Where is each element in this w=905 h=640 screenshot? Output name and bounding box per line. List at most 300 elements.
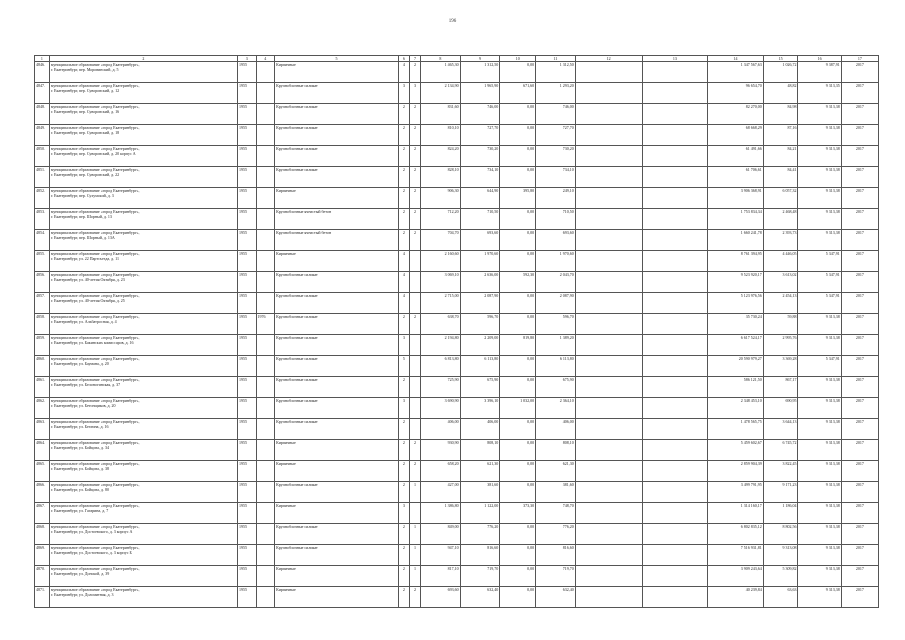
address-cell bbox=[49, 167, 237, 188]
cell-c3: 1955 bbox=[237, 440, 256, 461]
cell-c7: 2 bbox=[409, 230, 420, 251]
column-number-4: 4 bbox=[256, 56, 275, 62]
cell-c9: 632,40 bbox=[460, 587, 500, 608]
cell-c12 bbox=[575, 503, 642, 524]
cell-c9: 746,00 bbox=[460, 104, 500, 125]
cell-c5: Крупноблочные ячеистый бетон bbox=[275, 230, 399, 251]
row-number: 4848. bbox=[35, 104, 50, 125]
address-cell bbox=[49, 461, 237, 482]
cell-c11: 808,10 bbox=[536, 440, 576, 461]
cell-c16: 9 387,91 bbox=[798, 62, 841, 83]
cell-c16: 9 313,38 bbox=[798, 566, 841, 587]
address-line-1: муниципальное образование «город Екатеринбург», bbox=[50, 125, 140, 130]
cell-c3: 1955 bbox=[237, 419, 256, 440]
cell-c11: 710,50 bbox=[536, 209, 576, 230]
cell-c17: 2017 bbox=[841, 377, 878, 398]
cell-c5: Крупноблочные силикат bbox=[275, 104, 399, 125]
cell-c11: 748,70 bbox=[536, 503, 576, 524]
cell-c13 bbox=[642, 482, 708, 503]
cell-c5: Кирпичные bbox=[275, 440, 399, 461]
cell-c7 bbox=[409, 293, 420, 314]
cell-c16: 9 313,38 bbox=[798, 314, 841, 335]
cell-c4 bbox=[256, 104, 275, 125]
cell-c17: 2017 bbox=[841, 83, 878, 104]
cell-c12 bbox=[575, 419, 642, 440]
cell-c4 bbox=[256, 377, 275, 398]
address-line-2: г. Екатеринбург, ул. Достоевского, д. 3 корпус Б bbox=[50, 550, 132, 555]
cell-c13 bbox=[642, 62, 708, 83]
table-row bbox=[35, 419, 879, 440]
cell-c16: 9 313,38 bbox=[798, 503, 841, 524]
column-number-12: 12 bbox=[575, 56, 642, 62]
cell-c16: 5 347,91 bbox=[798, 251, 841, 272]
address-cell bbox=[49, 566, 237, 587]
cell-c15: 48,82 bbox=[763, 83, 798, 104]
cell-c3: 1955 bbox=[237, 398, 256, 419]
cell-c5: Крупноблочные силикат bbox=[275, 83, 399, 104]
address-cell bbox=[49, 125, 237, 146]
cell-c13 bbox=[642, 83, 708, 104]
row-number: 4850. bbox=[35, 146, 50, 167]
cell-c13 bbox=[642, 272, 708, 293]
cell-c15: 8 802,56 bbox=[763, 524, 798, 545]
cell-c12 bbox=[575, 83, 642, 104]
address-cell bbox=[49, 272, 237, 293]
cell-c8: 638,70 bbox=[421, 314, 461, 335]
cell-c15: 1 186,04 bbox=[763, 503, 798, 524]
cell-c3: 1955 bbox=[237, 545, 256, 566]
cell-c13 bbox=[642, 377, 708, 398]
cell-c17: 2017 bbox=[841, 524, 878, 545]
cell-c14: 1 660 241,78 bbox=[708, 230, 764, 251]
row-number: 4864. bbox=[35, 440, 50, 461]
row-number: 4867. bbox=[35, 503, 50, 524]
row-number: 4849. bbox=[35, 125, 50, 146]
address-line-1: муниципальное образование «город Екатеринбург», bbox=[50, 188, 140, 193]
address-line-1: муниципальное образование «город Екатеринбург», bbox=[50, 251, 140, 256]
cell-c13 bbox=[642, 356, 708, 377]
address-line-2: г. Екатеринбург, ул. Белоногинская, д. 37 bbox=[50, 382, 121, 387]
cell-c8: 658,20 bbox=[421, 461, 461, 482]
cell-c13 bbox=[642, 335, 708, 356]
cell-c5: Крупноблочные силикат bbox=[275, 293, 399, 314]
cell-c9: 808,10 bbox=[460, 440, 500, 461]
cell-c15: 5 309,82 bbox=[763, 566, 798, 587]
cell-c3: 1955 bbox=[237, 314, 256, 335]
address-cell bbox=[49, 188, 237, 209]
cell-c10: 0,00 bbox=[500, 167, 536, 188]
cell-c7: 2 bbox=[409, 125, 420, 146]
cell-c8: 427,00 bbox=[421, 482, 461, 503]
cell-c14: 5 123 976,56 bbox=[708, 293, 764, 314]
cell-c3: 1955 bbox=[237, 377, 256, 398]
cell-c7: 2 bbox=[409, 461, 420, 482]
cell-c10: 0,00 bbox=[500, 587, 536, 608]
cell-c13 bbox=[642, 314, 708, 335]
cell-c16: 9 313,38 bbox=[798, 587, 841, 608]
cell-c9: 719,70 bbox=[460, 566, 500, 587]
cell-c16: 9 313,38 bbox=[798, 188, 841, 209]
address-line-2: г. Екатеринбург, пер. Шорный, д. 13А bbox=[50, 235, 115, 240]
address-line-2: г. Екатеринбург, ул. Бойцова, д. 34 bbox=[50, 445, 109, 450]
cell-c9: 734,10 bbox=[460, 167, 500, 188]
row-number: 4857. bbox=[35, 293, 50, 314]
cell-c7: 2 bbox=[409, 146, 420, 167]
address-line-2: г. Екатеринбург, ул. 22 Партсъезда, д. 11 bbox=[50, 256, 120, 261]
cell-c14: 7 516 931,81 bbox=[708, 545, 764, 566]
cell-c11: 776,20 bbox=[536, 524, 576, 545]
address-line-2: г. Екатеринбург, пер. Суворовский, д. 20 корпус А bbox=[50, 151, 136, 156]
cell-c10: 0,00 bbox=[500, 314, 536, 335]
cell-c15: 84,98 bbox=[763, 104, 798, 125]
cell-c6: 2 bbox=[398, 167, 409, 188]
cell-c4 bbox=[256, 524, 275, 545]
cell-c12 bbox=[575, 356, 642, 377]
cell-c15: 690,95 bbox=[763, 398, 798, 419]
address-line-2: г. Екатеринбург, пер. Суворовский, д. 22 bbox=[50, 172, 120, 177]
cell-c12 bbox=[575, 587, 642, 608]
column-number-7: 7 bbox=[409, 56, 420, 62]
cell-c10: 0,00 bbox=[500, 440, 536, 461]
cell-c4 bbox=[256, 482, 275, 503]
cell-c16: 9 313,38 bbox=[798, 125, 841, 146]
address-cell bbox=[49, 104, 237, 125]
cell-c14: 20 590 979,27 bbox=[708, 356, 764, 377]
cell-c13 bbox=[642, 419, 708, 440]
cell-c7: 2 bbox=[409, 440, 420, 461]
cell-c6: 2 bbox=[398, 524, 409, 545]
cell-c6: 2 bbox=[398, 482, 409, 503]
cell-c11: 1 293,20 bbox=[536, 83, 576, 104]
table-row bbox=[35, 83, 879, 104]
cell-c13 bbox=[642, 293, 708, 314]
cell-c4 bbox=[256, 125, 275, 146]
cell-c17: 2017 bbox=[841, 398, 878, 419]
cell-c16: 9 313,38 bbox=[798, 377, 841, 398]
cell-c6: 5 bbox=[398, 356, 409, 377]
cell-c7 bbox=[409, 398, 420, 419]
cell-c12 bbox=[575, 335, 642, 356]
cell-c7: 2 bbox=[409, 62, 420, 83]
column-number-16: 16 bbox=[798, 56, 841, 62]
table-row bbox=[35, 587, 879, 608]
cell-c11: 746,00 bbox=[536, 104, 576, 125]
address-line-1: муниципальное образование «город Екатеринбург», bbox=[50, 482, 140, 487]
cell-c15: 4 446,05 bbox=[763, 251, 798, 272]
cell-c15: 6 745,72 bbox=[763, 440, 798, 461]
cell-c14: 1 478 565,75 bbox=[708, 419, 764, 440]
cell-c15: 3 822,45 bbox=[763, 461, 798, 482]
cell-c12 bbox=[575, 104, 642, 125]
cell-c11: 632,40 bbox=[536, 587, 576, 608]
cell-c8: 1 465,30 bbox=[421, 62, 461, 83]
address-line-1: муниципальное образование «город Екатеринбург», bbox=[50, 83, 140, 88]
cell-c6: 2 bbox=[398, 230, 409, 251]
address-cell bbox=[49, 503, 237, 524]
table-row bbox=[35, 167, 879, 188]
cell-c11: 621,30 bbox=[536, 461, 576, 482]
cell-c11: 675,90 bbox=[536, 377, 576, 398]
cell-c6: 3 bbox=[398, 83, 409, 104]
cell-c8: 947,10 bbox=[421, 545, 461, 566]
cell-c15: 9 171,23 bbox=[763, 482, 798, 503]
cell-c15: 87,16 bbox=[763, 125, 798, 146]
cell-c15: 9 313,08 bbox=[763, 545, 798, 566]
cell-c12 bbox=[575, 251, 642, 272]
address-line-1: муниципальное образование «город Екатеринбург», bbox=[50, 461, 140, 466]
address-line-1: муниципальное образование «город Екатеринбург», bbox=[50, 419, 140, 424]
cell-c9: 621,30 bbox=[460, 461, 500, 482]
table-row bbox=[35, 251, 879, 272]
cell-c11: 719,70 bbox=[536, 566, 576, 587]
cell-c8: 817,10 bbox=[421, 566, 461, 587]
cell-c6: 3 bbox=[398, 398, 409, 419]
cell-c11: 381,60 bbox=[536, 482, 576, 503]
table-row bbox=[35, 545, 879, 566]
table-row bbox=[35, 377, 879, 398]
cell-c4 bbox=[256, 419, 275, 440]
table-row bbox=[35, 398, 879, 419]
cell-c4 bbox=[256, 440, 275, 461]
row-number: 4860. bbox=[35, 356, 50, 377]
table-row bbox=[35, 335, 879, 356]
row-number: 4871. bbox=[35, 587, 50, 608]
row-number: 4854. bbox=[35, 230, 50, 251]
cell-c6: 2 bbox=[398, 461, 409, 482]
address-line-1: муниципальное образование «город Екатеринбург», bbox=[50, 398, 140, 403]
cell-c9: 776,20 bbox=[460, 524, 500, 545]
table-row bbox=[35, 293, 879, 314]
address-cell bbox=[49, 419, 237, 440]
cell-c14: 61 491,66 bbox=[708, 146, 764, 167]
cell-c3: 1955 bbox=[237, 482, 256, 503]
cell-c11: 2 087,90 bbox=[536, 293, 576, 314]
cell-c3: 1955 bbox=[237, 188, 256, 209]
cell-c4 bbox=[256, 566, 275, 587]
cell-c5: Крупноблочные силикат bbox=[275, 356, 399, 377]
address-line-1: муниципальное образование «город Екатеринбург», bbox=[50, 440, 140, 445]
cell-c17: 2017 bbox=[841, 251, 878, 272]
column-number-11: 11 bbox=[536, 56, 576, 62]
cell-c3: 1955 bbox=[237, 167, 256, 188]
cell-c5: Крупноблочные силикат bbox=[275, 545, 399, 566]
cell-c10: 0,00 bbox=[500, 209, 536, 230]
address-cell bbox=[49, 377, 237, 398]
column-number-10: 10 bbox=[500, 56, 536, 62]
cell-c3: 1955 bbox=[237, 83, 256, 104]
table-row bbox=[35, 524, 879, 545]
cell-c8: 930,90 bbox=[421, 440, 461, 461]
cell-c15: 3 369,28 bbox=[763, 356, 798, 377]
cell-c8: 406,00 bbox=[421, 419, 461, 440]
cell-c14: 61 706,61 bbox=[708, 167, 764, 188]
cell-c7: 2 bbox=[409, 188, 420, 209]
cell-c7: 2 bbox=[409, 314, 420, 335]
cell-c6: 2 bbox=[398, 314, 409, 335]
cell-c9: 1 122,00 bbox=[460, 503, 500, 524]
cell-c12 bbox=[575, 125, 642, 146]
address-cell bbox=[49, 398, 237, 419]
cell-c14: 3 906 368,91 bbox=[708, 188, 764, 209]
cell-c14: 6 617 524,17 bbox=[708, 335, 764, 356]
cell-c17: 2017 bbox=[841, 461, 878, 482]
cell-c13 bbox=[642, 503, 708, 524]
address-line-1: муниципальное образование «город Екатеринбург», bbox=[50, 146, 140, 151]
address-cell bbox=[49, 209, 237, 230]
cell-c16: 9 313,38 bbox=[798, 230, 841, 251]
address-line-1: муниципальное образование «город Екатеринбург», bbox=[50, 209, 140, 214]
cell-c13 bbox=[642, 251, 708, 272]
cell-c10: 0,00 bbox=[500, 146, 536, 167]
cell-c17: 2017 bbox=[841, 335, 878, 356]
cell-c10: 0,00 bbox=[500, 377, 536, 398]
cell-c15: 2 393,73 bbox=[763, 230, 798, 251]
cell-c6: 4 bbox=[398, 251, 409, 272]
table-row bbox=[35, 209, 879, 230]
cell-c17: 2017 bbox=[841, 104, 878, 125]
table-row bbox=[35, 461, 879, 482]
cell-c9: 596,70 bbox=[460, 314, 500, 335]
cell-c9: 644,90 bbox=[460, 188, 500, 209]
cell-c6: 4 bbox=[398, 293, 409, 314]
row-number: 4859. bbox=[35, 335, 50, 356]
row-number: 4852. bbox=[35, 188, 50, 209]
cell-c4 bbox=[256, 503, 275, 524]
cell-c5: Крупноблочные силикат bbox=[275, 398, 399, 419]
cell-c15: 3 644,13 bbox=[763, 419, 798, 440]
address-line-2: г. Екатеринбург, пер. Моровинский, д. 5 bbox=[50, 67, 119, 72]
cell-c7 bbox=[409, 503, 420, 524]
row-number: 4847. bbox=[35, 83, 50, 104]
address-cell bbox=[49, 293, 237, 314]
cell-c8: 824,20 bbox=[421, 146, 461, 167]
column-number-14: 14 bbox=[708, 56, 764, 62]
cell-c17: 2017 bbox=[841, 503, 878, 524]
cell-c17: 2017 bbox=[841, 62, 878, 83]
cell-c14: 1 753 834,34 bbox=[708, 209, 764, 230]
cell-c10: 0,00 bbox=[500, 356, 536, 377]
cell-c10: 0,00 bbox=[500, 125, 536, 146]
cell-c14: 3 499 791,95 bbox=[708, 482, 764, 503]
cell-c5: Крупноблочные силикат bbox=[275, 524, 399, 545]
table-row bbox=[35, 62, 879, 83]
cell-c8: 725,90 bbox=[421, 377, 461, 398]
address-line-2: г. Екатеринбург, ул. Бойцова, д. 80 bbox=[50, 487, 109, 492]
cell-c8: 831,60 bbox=[421, 104, 461, 125]
row-number: 4855. bbox=[35, 251, 50, 272]
cell-c4 bbox=[256, 146, 275, 167]
cell-c11: 406,00 bbox=[536, 419, 576, 440]
cell-c16: 9 313,38 bbox=[798, 419, 841, 440]
cell-c13 bbox=[642, 188, 708, 209]
address-line-2: г. Екатеринбург, пер. Суворовский, д. 18 bbox=[50, 130, 120, 135]
cell-c14: 2 348 453,10 bbox=[708, 398, 764, 419]
cell-c8: 2 160,60 bbox=[421, 251, 461, 272]
cell-c5: Кирпичные bbox=[275, 251, 399, 272]
cell-c7 bbox=[409, 251, 420, 272]
page-number: 196 bbox=[448, 19, 457, 24]
cell-c12 bbox=[575, 230, 642, 251]
row-number: 4869. bbox=[35, 545, 50, 566]
cell-c5: Крупноблочные силикат bbox=[275, 272, 399, 293]
cell-c14: 82 270,00 bbox=[708, 104, 764, 125]
cell-c7: 2 bbox=[409, 587, 420, 608]
cell-c14: 68 668,29 bbox=[708, 125, 764, 146]
cell-c16: 9 313,38 bbox=[798, 209, 841, 230]
cell-c12 bbox=[575, 398, 642, 419]
cell-c16: 9 313,38 bbox=[798, 545, 841, 566]
cell-c4 bbox=[256, 545, 275, 566]
cell-c10: 592,30 bbox=[500, 272, 536, 293]
cell-c11: 249,10 bbox=[536, 188, 576, 209]
cell-c9: 2 087,90 bbox=[460, 293, 500, 314]
cell-c3: 1955 bbox=[237, 293, 256, 314]
cell-c12 bbox=[575, 461, 642, 482]
cell-c13 bbox=[642, 146, 708, 167]
cell-c7 bbox=[409, 335, 420, 356]
cell-c4 bbox=[256, 398, 275, 419]
address-line-1: муниципальное образование «город Екатеринбург», bbox=[50, 167, 140, 172]
cell-c11: 816,60 bbox=[536, 545, 576, 566]
cell-c8: 1 386,80 bbox=[421, 503, 461, 524]
cell-c17: 2017 bbox=[841, 566, 878, 587]
cell-c13 bbox=[642, 545, 708, 566]
cell-c9: 1 965,90 bbox=[460, 83, 500, 104]
cell-c16: 9 313,38 bbox=[798, 335, 841, 356]
address-cell bbox=[49, 146, 237, 167]
cell-c13 bbox=[642, 398, 708, 419]
cell-c9: 2 209,00 bbox=[460, 335, 500, 356]
cell-c6: 2 bbox=[398, 125, 409, 146]
table-row bbox=[35, 566, 879, 587]
column-number-15: 15 bbox=[763, 56, 798, 62]
cell-c5: Кирпичные bbox=[275, 461, 399, 482]
address-line-2: г. Екатеринбург, ул. Доломитная, д. 3 bbox=[50, 592, 114, 597]
cell-c8: 2 134,90 bbox=[421, 83, 461, 104]
cell-c11: 734,10 bbox=[536, 167, 576, 188]
cell-c9: 727,70 bbox=[460, 125, 500, 146]
cell-c15: 2 468,48 bbox=[763, 209, 798, 230]
table-row bbox=[35, 440, 879, 461]
cell-c6: 2 bbox=[398, 146, 409, 167]
column-number-9: 9 bbox=[460, 56, 500, 62]
cell-c8: 828,10 bbox=[421, 167, 461, 188]
cell-c10: 1 032,00 bbox=[500, 398, 536, 419]
row-number: 4866. bbox=[35, 482, 50, 503]
cell-c3: 1955 bbox=[237, 230, 256, 251]
row-number: 4861. bbox=[35, 377, 50, 398]
cell-c8: 906,30 bbox=[421, 188, 461, 209]
cell-c16: 9 313,38 bbox=[798, 167, 841, 188]
cell-c5: Кирпичные bbox=[275, 62, 399, 83]
cell-c17: 2017 bbox=[841, 209, 878, 230]
cell-c7: 1 bbox=[409, 524, 420, 545]
cell-c4 bbox=[256, 230, 275, 251]
address-line-2: г. Екатеринбург, ул. Достоевского, д. 3 корпус А bbox=[50, 529, 133, 534]
cell-c4 bbox=[256, 293, 275, 314]
cell-c6: 2 bbox=[398, 209, 409, 230]
row-number: 4846. bbox=[35, 62, 50, 83]
cell-c16: 9 313,38 bbox=[798, 104, 841, 125]
address-line-2: г. Екатеринбург, пер. Шорный, д. 13 bbox=[50, 214, 112, 219]
cell-c4: 1976 bbox=[256, 314, 275, 335]
cell-c7 bbox=[409, 272, 420, 293]
cell-c7: 1 bbox=[409, 566, 420, 587]
cell-c16: 5 347,91 bbox=[798, 356, 841, 377]
address-line-2: г. Екатеринбург, пер. Суворовский, д. 16 bbox=[50, 109, 120, 114]
cell-c12 bbox=[575, 524, 642, 545]
cell-c7: 3 bbox=[409, 83, 420, 104]
